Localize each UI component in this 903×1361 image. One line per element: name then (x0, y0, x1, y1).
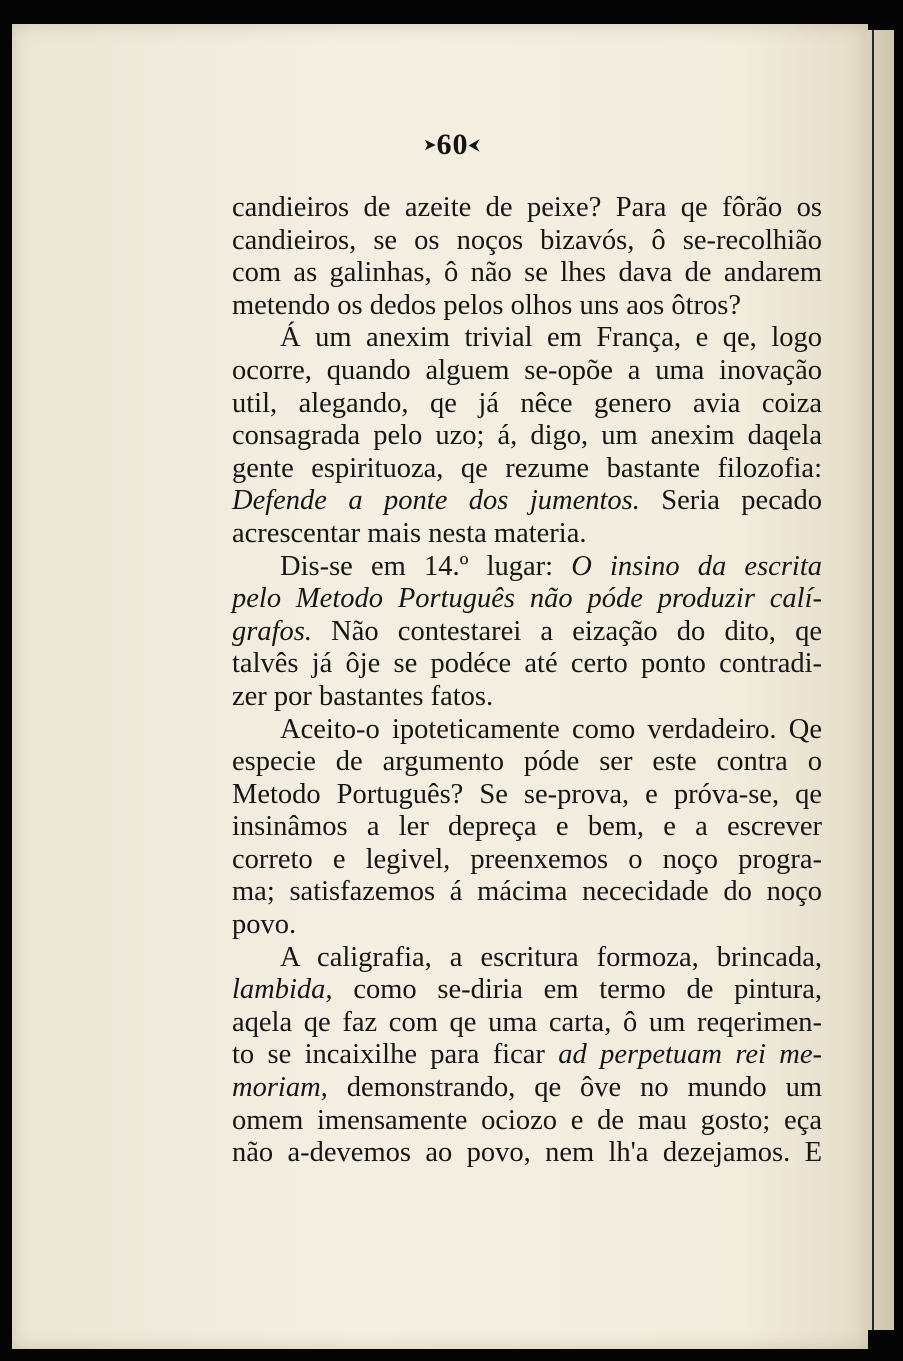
text-line (232, 779, 822, 812)
text-line (232, 974, 822, 1007)
text-run: acrescentar mais nesta materia. (232, 517, 587, 549)
text-line (232, 746, 822, 779)
italic-phrase: grafos. (232, 615, 312, 647)
text-run: zer por bastantes fatos. (232, 680, 494, 712)
text-run: to se incaixilhe para ficar (232, 1039, 559, 1071)
text-run: util, alegando, qe já nêce genero avia coiza (232, 387, 822, 419)
text-line (232, 942, 822, 975)
text-line (232, 192, 822, 225)
text-run: talvês já ôje se podéce até certo ponto contradi- (232, 648, 822, 680)
italic-phrase: lambida, (232, 974, 333, 1006)
text-run: especie de argumento póde ser este contra o (232, 746, 822, 778)
left-ornament-icon: ➤ (423, 135, 437, 154)
text-line (232, 616, 822, 649)
text-run: metendo os dedos pelos olhos uns aos ôtros? (232, 289, 741, 321)
text-line (232, 1137, 822, 1170)
text-run: aqela qe faz com qe uma carta, ô um reqerimen- (232, 1006, 822, 1038)
text-run: Dis-se em 14.º lugar: (280, 550, 572, 582)
text-line (232, 453, 822, 486)
text-run: candieiros, se os noços bizavós, ô se-recolhião (232, 224, 822, 256)
body-text (232, 192, 822, 1170)
italic-phrase: Defende a ponte dos jumentos. (232, 485, 640, 517)
text-run: povo. (232, 909, 297, 941)
text-run: Metodo Português? Se se-prova, e próva-se, qe (232, 778, 822, 810)
text-line (232, 909, 822, 942)
italic-phrase: moriam, (232, 1072, 328, 1104)
text-line (232, 388, 822, 421)
italic-phrase: O insino da escrita (571, 550, 822, 582)
text-run: correto e legivel, preenxemos o noço progra- (232, 843, 822, 875)
text-line (232, 1105, 822, 1138)
italic-phrase: ad perpetuam rei me- (558, 1039, 822, 1071)
right-ornament-icon: ⮜ (468, 135, 480, 154)
text-run: Seria pecado (639, 485, 822, 517)
italic-phrase: pelo Metodo Português não póde produzir calí- (232, 583, 822, 615)
text-run: omem imensamente ociozo e de mau gosto; eça (232, 1104, 822, 1136)
text-line (232, 225, 822, 258)
page-number: 60 (436, 128, 469, 161)
text-line (232, 1039, 822, 1072)
text-run: com as galinhas, ô não se lhes dava de andarem (232, 257, 822, 289)
text-line (232, 583, 822, 616)
page-edge-line (872, 30, 874, 1330)
text-run: como se-diria em termo de pintura, (332, 974, 822, 1006)
text-line (232, 485, 822, 518)
text-run: Aceito-o ipoteticamente como verdadeiro. Qe (280, 713, 822, 745)
text-line (232, 322, 822, 355)
text-run: ma; satisfazemos á mácima nececidade do noço (232, 876, 822, 908)
text-run: Não contestarei a eização do dito, qe (311, 615, 822, 647)
text-run: insinâmos a ler depreça e bem, e a escrever (232, 811, 822, 843)
text-line (232, 355, 822, 388)
text-line (232, 714, 822, 747)
text-line (232, 290, 822, 323)
text-run: demonstrando, qe ôve no mundo um (327, 1072, 822, 1104)
text-line (232, 257, 822, 290)
text-line (232, 648, 822, 681)
text-run: A caligrafia, a escritura formoza, brincada, (280, 941, 822, 973)
text-run: Á um anexim trivial em França, e qe, logo (280, 322, 822, 354)
text-line (232, 844, 822, 877)
page-header (0, 128, 903, 162)
text-line (232, 420, 822, 453)
text-run: candieiros de azeite de peixe? Para qe fôrão os (232, 192, 822, 223)
text-run: gente espirituoza, qe rezume bastante filozofia: (232, 452, 822, 484)
text-line (232, 1007, 822, 1040)
text-line (232, 518, 822, 551)
text-line (232, 551, 822, 584)
text-line (232, 1072, 822, 1105)
text-run: ocorre, quando alguem se-opõe a uma inovação (232, 354, 822, 386)
text-run: consagrada pelo uzo; á, digo, um anexim daqela (232, 420, 822, 452)
text-line (232, 876, 822, 909)
text-line (232, 811, 822, 844)
text-run: não a-devemos ao povo, nem lh'a dezejamos. E (232, 1137, 822, 1169)
page-edge (866, 30, 894, 1330)
text-line (232, 681, 822, 714)
